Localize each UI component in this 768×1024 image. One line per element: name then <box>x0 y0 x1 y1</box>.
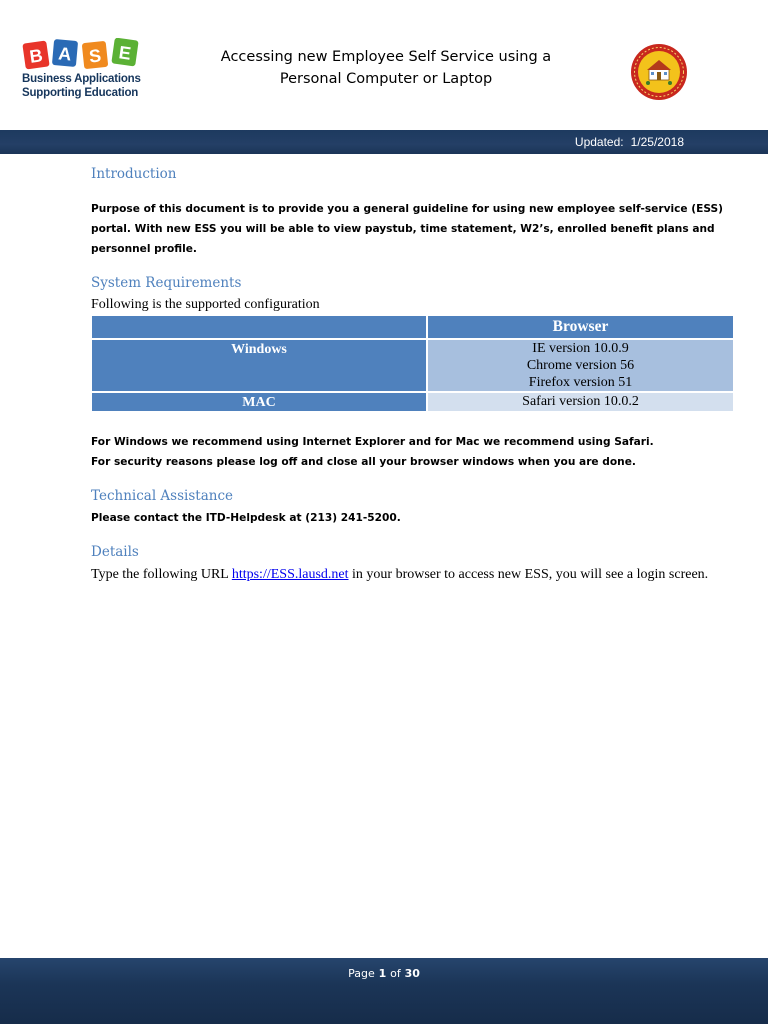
logo-tagline <box>22 72 162 100</box>
logo-block-s <box>82 41 109 69</box>
page-label: Page <box>348 967 375 980</box>
title-line-2: Personal Computer or Laptop <box>279 71 493 87</box>
recommendation-note: For Windows we recommend using Internet Explorer and for Mac we recommend using Safari. <box>91 436 654 448</box>
browser-firefox: Firefox version 51 <box>528 375 633 390</box>
browser-ie: IE version 10.0.9 <box>532 341 629 356</box>
base-logo-blocks <box>22 38 144 72</box>
ess-url-link[interactable]: https://ESS.lausd.net <box>231 567 349 582</box>
browser-safari: Safari version 10.0.2 <box>522 394 639 409</box>
assistance-heading: Technical Assistance <box>91 488 234 504</box>
base-logo <box>22 38 144 102</box>
table-cell-windows-browsers <box>428 340 733 391</box>
logo-line-1: Business Applications <box>22 73 141 85</box>
requirements-heading: System Requirements <box>91 275 242 291</box>
updated-date <box>575 135 684 149</box>
logo-block-e <box>111 38 138 67</box>
table-row <box>92 393 733 411</box>
logo-block-b <box>22 40 49 69</box>
table-header-row <box>92 316 733 338</box>
introduction-text: Purpose of this document is to provide you a general guideline for using new employee self-service (ESS) portal. With new ESS you will be able to view paystub, time statement, W2’s, enrolled benefit plans and personnel profile. <box>91 203 723 255</box>
updated-label: Updated: <box>574 135 624 149</box>
logo-line-2: Supporting Education <box>22 87 139 99</box>
page-number <box>0 967 768 980</box>
district-seal-icon <box>630 43 688 101</box>
introduction-heading: Introduction <box>91 166 177 182</box>
details-text-before: Type the following URL <box>91 567 232 582</box>
table-cell-mac-browsers <box>428 393 733 411</box>
table-cell-os-mac: MAC <box>92 393 426 411</box>
footer-band <box>0 958 768 1024</box>
details-text <box>91 566 731 583</box>
table-header-os <box>92 316 426 338</box>
requirements-lead: Following is the supported configuration <box>91 297 320 312</box>
table-header-browser: Browser <box>428 316 733 338</box>
security-note: For security reasons please log off and close all your browser windows when you are done. <box>91 456 636 468</box>
title-line-1: Accessing new Employee Self Service using a <box>220 49 552 65</box>
table-cell-os-windows: Windows <box>92 340 426 391</box>
logo-letter-e: E <box>117 42 133 64</box>
header-band <box>0 130 768 154</box>
table-row <box>92 340 733 391</box>
logo-block-a <box>52 39 78 67</box>
requirements-table <box>90 314 735 413</box>
page-current: 1 <box>378 967 387 980</box>
logo-letter-a: A <box>57 43 73 65</box>
updated-value: 1/25/2018 <box>630 135 684 149</box>
assistance-text: Please contact the ITD-Helpdesk at (213) 241-5200. <box>91 512 401 524</box>
document-title <box>200 46 572 90</box>
page-total: 30 <box>404 967 420 980</box>
logo-letter-b: B <box>28 45 44 67</box>
details-text-after: in your browser to access new ESS, you will see a login screen. <box>348 567 709 582</box>
browser-chrome: Chrome version 56 <box>526 358 635 373</box>
details-heading: Details <box>91 544 139 560</box>
logo-letter-s: S <box>88 45 103 67</box>
page-of: of <box>390 967 401 980</box>
